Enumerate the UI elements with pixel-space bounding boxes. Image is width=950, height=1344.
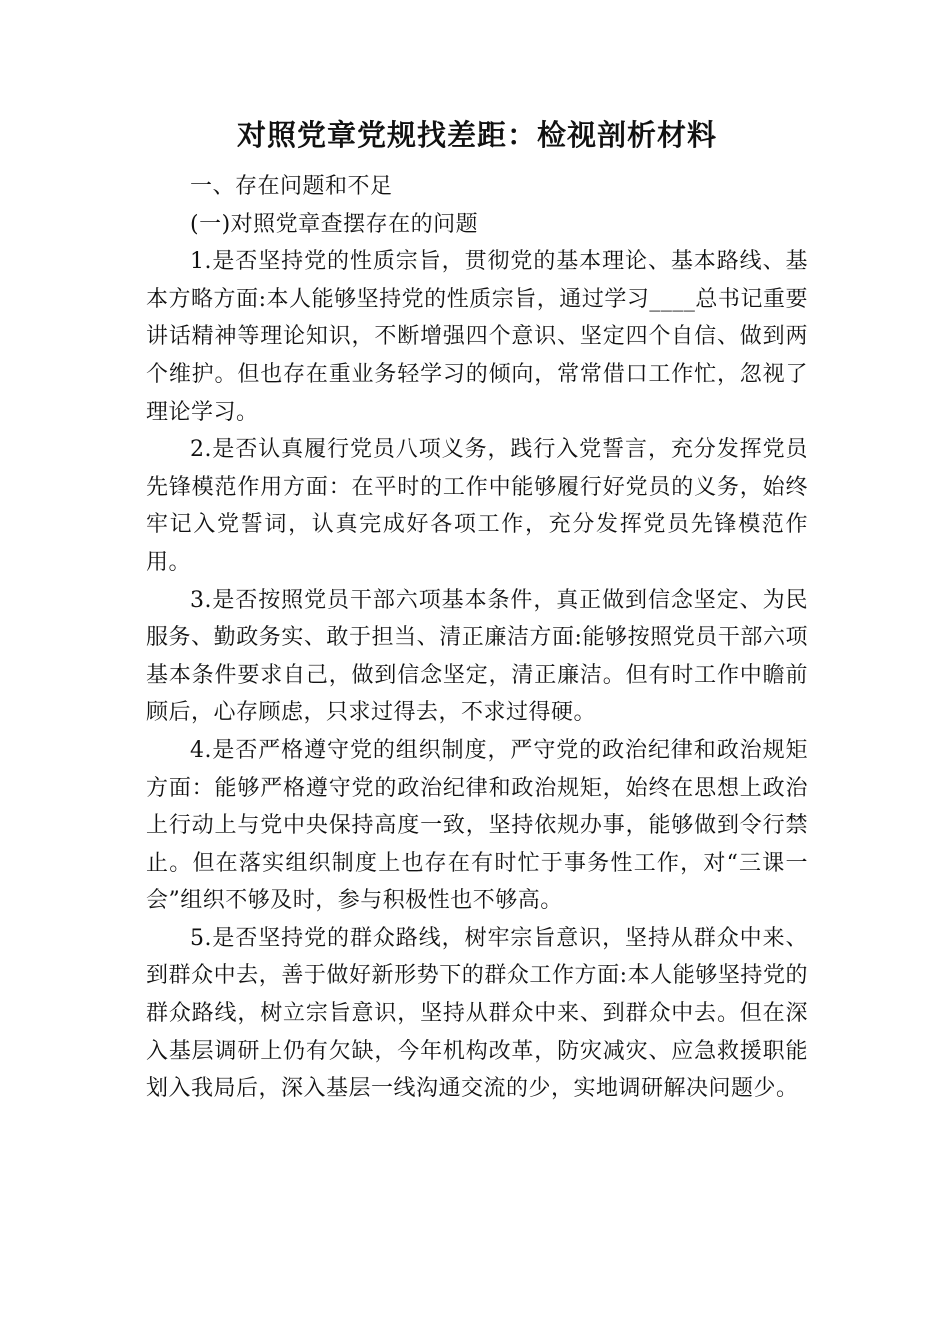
paragraph-1: 1.是否坚持党的性质宗旨，贯彻党的基本理论、基本路线、基本方略方面:本人能够坚持党的性质宗旨，通过学习____总书记重要讲话精神等理论知识，不断增强四个意识、坚定四个自信、做到两个维护。但也存在重业务轻学习的倾向，常常借口工作忙，忽视了理论学习。 (146, 249, 808, 425)
paragraph-5: 5.是否坚持党的群众路线，树牢宗旨意识，坚持从群众中来、到群众中去，善于做好新形势下的群众工作方面:本人能够坚持党的群众路线，树立宗旨意识，坚持从群众中来、到群众中去。但在深入基层调研上仍有欠缺，今年机构改革，防灾减灾、应急救援职能划入我局后，深入基层一线沟通交流的少，实地调研解决问题少。 (146, 925, 808, 1102)
paragraph-2: 2.是否认真履行党员八项义务，践行入党誓言，充分发挥党员先锋模范作用方面：在平时的工作中能够履行好党员的义务，始终牢记入党誓词，认真完成好各项工作，充分发挥党员先锋模范作用。 (146, 437, 808, 575)
paragraph-3: 3.是否按照党员干部六项基本条件，真正做到信念坚定、为民服务、勤政务实、敢于担当、清正廉洁方面:能够按照党员干部六项基本条件要求自己，做到信念坚定，清正廉洁。但有时工作中瞻前顾后，心存顾虑，只求过得去，不求过得硬。 (146, 587, 808, 726)
section-heading: 一、存在问题和不足 (190, 174, 393, 199)
paragraph-4: 4.是否严格遵守党的组织制度，严守党的政治纪律和政治规矩方面：能够严格遵守党的政治纪律和政治规矩，始终在思想上政治上行动上与党中央保持高度一致，坚持依规办事，能够做到令行禁止。但在落实组织制度上也存在有时忙于事务性工作，对“三课一会”组织不够及时，参与积极性也不够高。 (146, 737, 808, 914)
subsection-heading: (一)对照党章查摆存在的问题 (190, 211, 479, 237)
document-title: 对照党章党规找差距：检视剖析材料 (236, 118, 717, 152)
document-page (146, 112, 808, 1108)
